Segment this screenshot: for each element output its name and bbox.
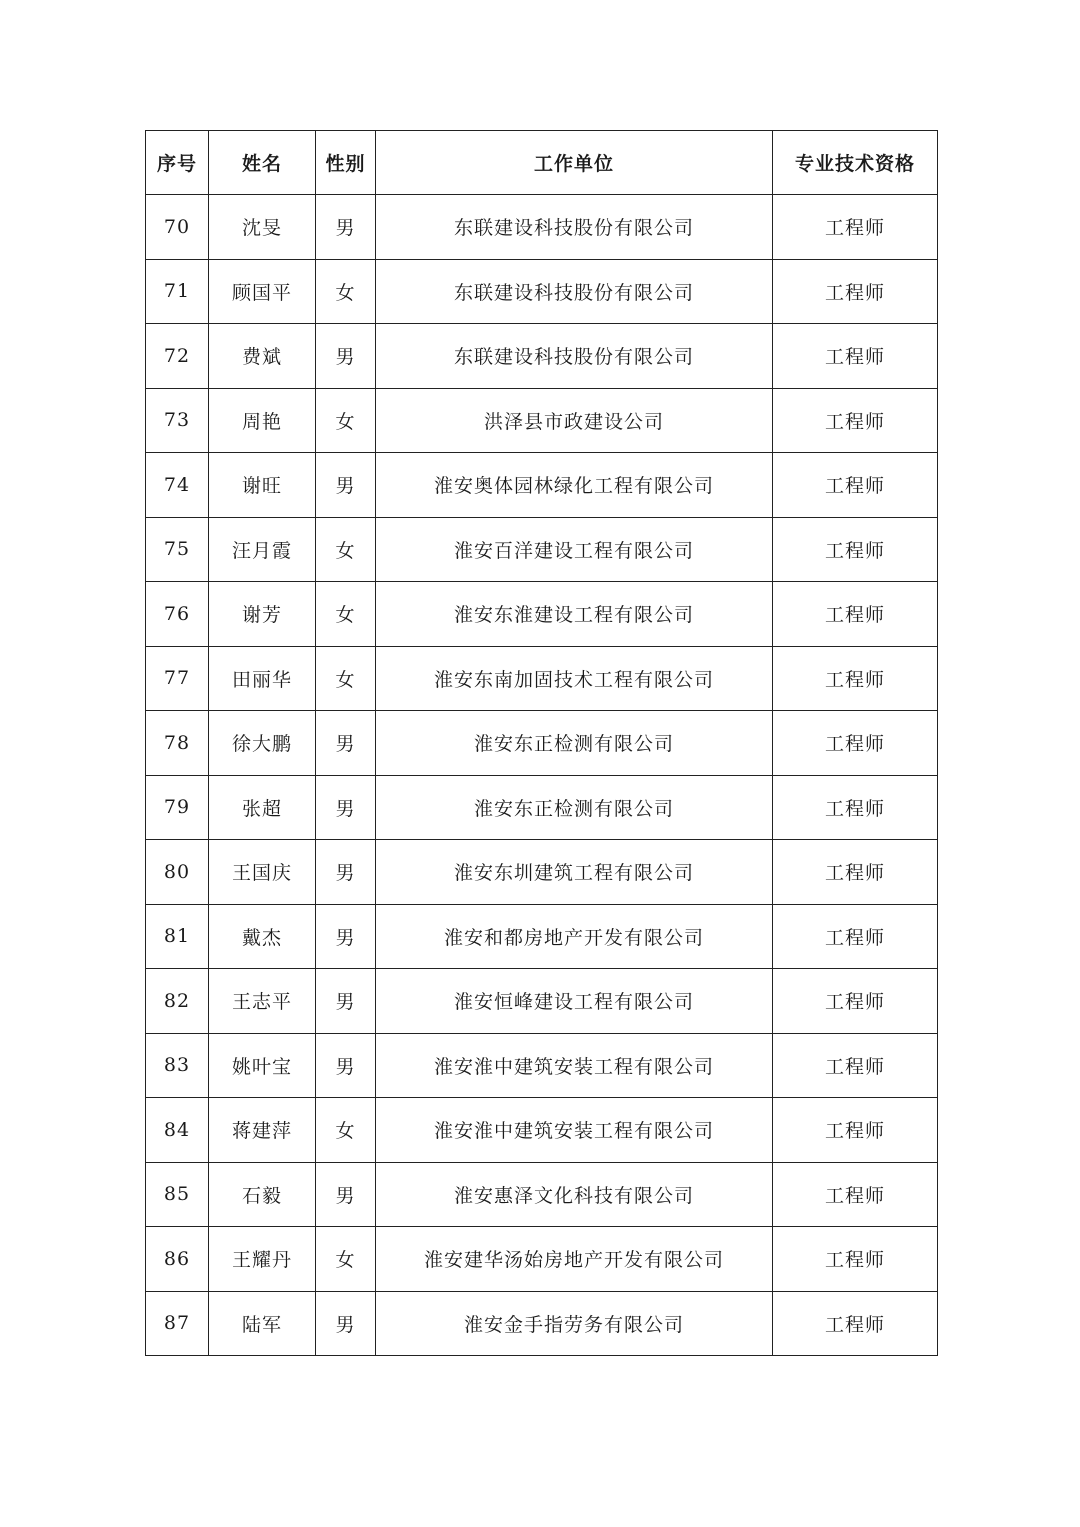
cell-qualification: 工程师: [773, 1162, 938, 1227]
header-index: 序号: [146, 131, 209, 195]
cell-gender: 男: [316, 904, 376, 969]
cell-gender: 男: [316, 1162, 376, 1227]
table-row: [146, 711, 938, 776]
cell-qualification: 工程师: [773, 324, 938, 389]
cell-index: 81: [146, 904, 209, 969]
cell-index: 75: [146, 517, 209, 582]
cell-name: 石毅: [209, 1162, 316, 1227]
table-row: [146, 259, 938, 324]
cell-gender: 男: [316, 1033, 376, 1098]
cell-index: 85: [146, 1162, 209, 1227]
cell-index: 77: [146, 646, 209, 711]
cell-qualification: 工程师: [773, 582, 938, 647]
cell-index: 87: [146, 1291, 209, 1356]
cell-name: 谢旺: [209, 453, 316, 518]
cell-name: 顾国平: [209, 259, 316, 324]
table-row: [146, 969, 938, 1034]
table-row: [146, 775, 938, 840]
cell-qualification: 工程师: [773, 1098, 938, 1163]
cell-qualification: 工程师: [773, 259, 938, 324]
table-row: [146, 517, 938, 582]
cell-qualification: 工程师: [773, 195, 938, 260]
cell-gender: 女: [316, 582, 376, 647]
cell-qualification: 工程师: [773, 775, 938, 840]
cell-employer: 淮安百洋建设工程有限公司: [376, 517, 773, 582]
cell-employer: 淮安恒峰建设工程有限公司: [376, 969, 773, 1034]
cell-gender: 女: [316, 388, 376, 453]
table-row: [146, 1162, 938, 1227]
cell-gender: 男: [316, 195, 376, 260]
cell-gender: 女: [316, 259, 376, 324]
cell-employer: 东联建设科技股份有限公司: [376, 324, 773, 389]
cell-name: 王志平: [209, 969, 316, 1034]
cell-name: 徐大鹏: [209, 711, 316, 776]
cell-name: 王耀丹: [209, 1227, 316, 1292]
cell-name: 姚叶宝: [209, 1033, 316, 1098]
qualification-roster-table: [145, 130, 938, 1356]
cell-index: 71: [146, 259, 209, 324]
cell-employer: 淮安淮中建筑安装工程有限公司: [376, 1033, 773, 1098]
cell-index: 78: [146, 711, 209, 776]
table-row: [146, 1033, 938, 1098]
table-row: [146, 840, 938, 905]
cell-employer: 淮安奥体园林绿化工程有限公司: [376, 453, 773, 518]
cell-gender: 男: [316, 324, 376, 389]
cell-index: 79: [146, 775, 209, 840]
table-row: [146, 195, 938, 260]
table-row: [146, 1291, 938, 1356]
cell-gender: 男: [316, 711, 376, 776]
cell-employer: 淮安建华汤始房地产开发有限公司: [376, 1227, 773, 1292]
cell-index: 72: [146, 324, 209, 389]
cell-employer: 淮安东圳建筑工程有限公司: [376, 840, 773, 905]
cell-employer: 淮安金手指劳务有限公司: [376, 1291, 773, 1356]
cell-qualification: 工程师: [773, 1227, 938, 1292]
cell-qualification: 工程师: [773, 1291, 938, 1356]
table-row: [146, 1227, 938, 1292]
cell-employer: 淮安东正检测有限公司: [376, 775, 773, 840]
cell-gender: 男: [316, 775, 376, 840]
cell-employer: 东联建设科技股份有限公司: [376, 195, 773, 260]
cell-employer: 淮安东南加固技术工程有限公司: [376, 646, 773, 711]
cell-index: 74: [146, 453, 209, 518]
table-row: [146, 904, 938, 969]
cell-index: 82: [146, 969, 209, 1034]
cell-employer: 洪泽县市政建设公司: [376, 388, 773, 453]
cell-qualification: 工程师: [773, 840, 938, 905]
table-row: [146, 1098, 938, 1163]
cell-index: 76: [146, 582, 209, 647]
cell-qualification: 工程师: [773, 453, 938, 518]
cell-qualification: 工程师: [773, 969, 938, 1034]
cell-gender: 女: [316, 646, 376, 711]
cell-qualification: 工程师: [773, 388, 938, 453]
cell-index: 80: [146, 840, 209, 905]
cell-employer: 淮安淮中建筑安装工程有限公司: [376, 1098, 773, 1163]
table-row: [146, 453, 938, 518]
cell-qualification: 工程师: [773, 517, 938, 582]
cell-gender: 男: [316, 840, 376, 905]
cell-gender: 男: [316, 1291, 376, 1356]
table-header-row: [146, 131, 938, 195]
cell-name: 陆军: [209, 1291, 316, 1356]
cell-employer: 淮安和都房地产开发有限公司: [376, 904, 773, 969]
cell-qualification: 工程师: [773, 711, 938, 776]
cell-name: 谢芳: [209, 582, 316, 647]
table-row: [146, 582, 938, 647]
cell-name: 汪月霞: [209, 517, 316, 582]
cell-index: 70: [146, 195, 209, 260]
table-row: [146, 646, 938, 711]
cell-name: 沈旻: [209, 195, 316, 260]
cell-employer: 东联建设科技股份有限公司: [376, 259, 773, 324]
cell-qualification: 工程师: [773, 646, 938, 711]
cell-gender: 男: [316, 969, 376, 1034]
cell-index: 84: [146, 1098, 209, 1163]
cell-name: 周艳: [209, 388, 316, 453]
cell-qualification: 工程师: [773, 1033, 938, 1098]
cell-gender: 女: [316, 517, 376, 582]
cell-name: 张超: [209, 775, 316, 840]
header-qualification: 专业技术资格: [773, 131, 938, 195]
header-employer: 工作单位: [376, 131, 773, 195]
cell-index: 83: [146, 1033, 209, 1098]
cell-employer: 淮安东正检测有限公司: [376, 711, 773, 776]
cell-name: 戴杰: [209, 904, 316, 969]
cell-qualification: 工程师: [773, 904, 938, 969]
cell-index: 86: [146, 1227, 209, 1292]
cell-employer: 淮安东淮建设工程有限公司: [376, 582, 773, 647]
cell-gender: 女: [316, 1098, 376, 1163]
cell-index: 73: [146, 388, 209, 453]
header-gender: 性别: [316, 131, 376, 195]
cell-gender: 女: [316, 1227, 376, 1292]
cell-name: 田丽华: [209, 646, 316, 711]
cell-name: 蒋建萍: [209, 1098, 316, 1163]
cell-name: 王国庆: [209, 840, 316, 905]
cell-name: 费斌: [209, 324, 316, 389]
header-name: 姓名: [209, 131, 316, 195]
table-row: [146, 324, 938, 389]
cell-gender: 男: [316, 453, 376, 518]
table-row: [146, 388, 938, 453]
cell-employer: 淮安惠泽文化科技有限公司: [376, 1162, 773, 1227]
